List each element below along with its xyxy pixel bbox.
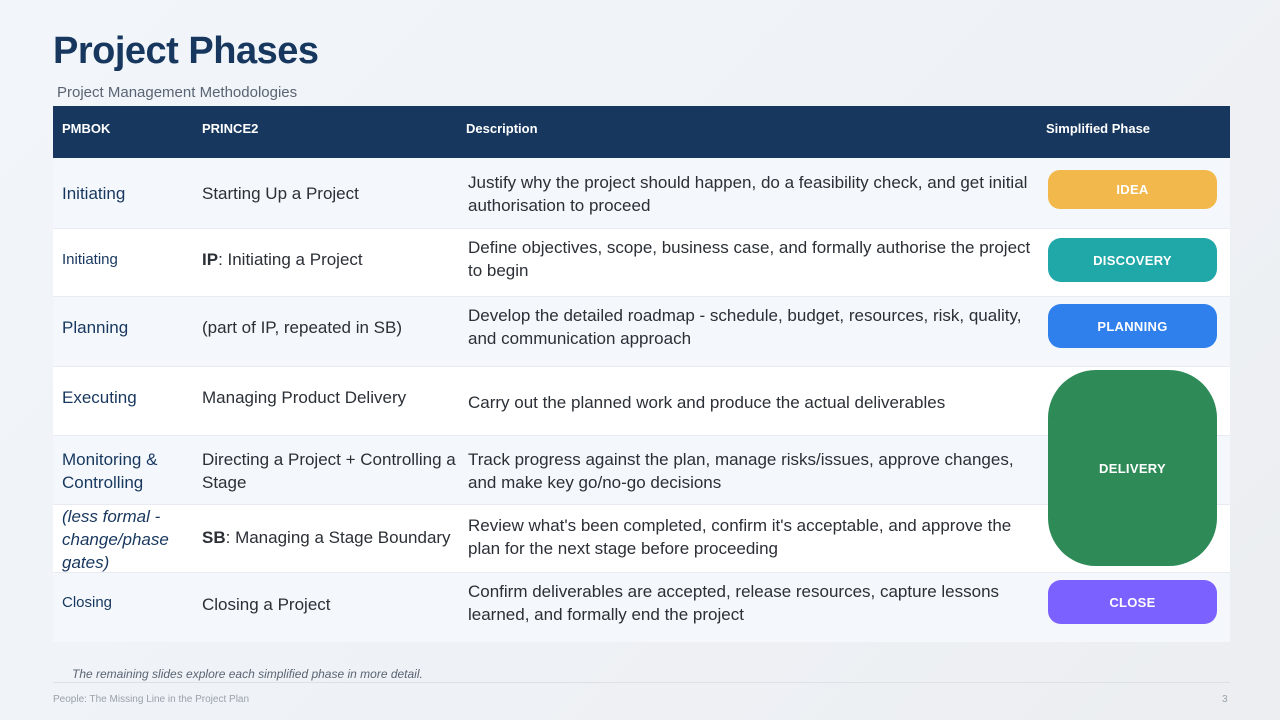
page-number: 3 xyxy=(1222,694,1228,705)
phase-pill-idea: IDEA xyxy=(1048,170,1217,209)
phase-pill-discovery: DISCOVERY xyxy=(1048,238,1217,282)
pmbok-cell: (less formal - change/phase gates) xyxy=(62,506,169,572)
prince2-cell xyxy=(202,158,457,229)
footer-divider xyxy=(53,682,1230,683)
slide-subtitle: Project Management Methodologies xyxy=(57,84,298,101)
prince2-abbrev: IP xyxy=(202,249,219,269)
prince2-cell xyxy=(202,505,457,569)
prince2-text: Managing Product Delivery xyxy=(202,387,407,407)
prince2-abbrev: SB xyxy=(202,527,226,547)
pmbok-cell: Monitoring & Controlling xyxy=(62,449,158,492)
prince2-text: (part of IP, repeated in SB) xyxy=(202,317,403,337)
pmbok-cell: Initiating xyxy=(62,184,126,203)
phase-pill-close: CLOSE xyxy=(1048,580,1217,624)
phase-pill-planning: PLANNING xyxy=(1048,304,1217,348)
phases-table xyxy=(53,106,1230,642)
header-pmbok: PMBOK xyxy=(62,121,111,136)
prince2-cell xyxy=(202,367,457,427)
description-cell: Confirm deliverables are accepted, release resources, capture lessons learned, and formally end the project xyxy=(468,582,1000,624)
prince2-text: Directing a Project + Controlling a Stage xyxy=(202,449,456,492)
prince2-text: : Managing a Stage Boundary xyxy=(225,527,451,547)
footer-text: People: The Missing Line in the Project Plan xyxy=(53,694,250,705)
prince2-text: : Initiating a Project xyxy=(218,249,363,269)
phase-pill-delivery: DELIVERY xyxy=(1048,370,1217,566)
pmbok-cell: Closing xyxy=(62,593,113,611)
slide-title: Project Phases xyxy=(53,30,319,72)
header-prince2: PRINCE2 xyxy=(202,121,259,136)
pmbok-cell: Executing xyxy=(62,387,137,407)
table-header xyxy=(53,106,1230,158)
header-description: Description xyxy=(466,121,538,136)
prince2-text: Starting Up a Project xyxy=(202,184,359,203)
description-cell: Justify why the project should happen, do a feasibility check, and get initial authorisation to proceed xyxy=(468,172,1028,215)
footnote: The remaining slides explore each simplified phase in more detail. xyxy=(72,667,423,681)
description-cell: Develop the detailed roadmap - schedule, budget, resources, risk, quality, and communication approach xyxy=(468,306,1022,348)
pmbok-cell: Initiating xyxy=(62,250,118,268)
header-simplified-phase: Simplified Phase xyxy=(1046,121,1151,136)
prince2-text: Closing a Project xyxy=(202,594,331,614)
description-cell: Define objectives, scope, business case, and formally authorise the project to begin xyxy=(468,238,1031,280)
description-cell: Review what's been completed, confirm it's acceptable, and approve the plan for the next stage before proceeding xyxy=(468,516,1012,558)
description-cell: Carry out the planned work and produce the actual deliverables xyxy=(468,392,946,412)
prince2-cell xyxy=(202,229,457,289)
description-cell: Track progress against the plan, manage risks/issues, approve changes, and make key go/no-go decisions xyxy=(468,449,1014,492)
pmbok-cell: Planning xyxy=(62,317,129,337)
prince2-cell xyxy=(202,436,457,505)
prince2-cell xyxy=(202,573,457,635)
prince2-cell xyxy=(202,297,457,357)
